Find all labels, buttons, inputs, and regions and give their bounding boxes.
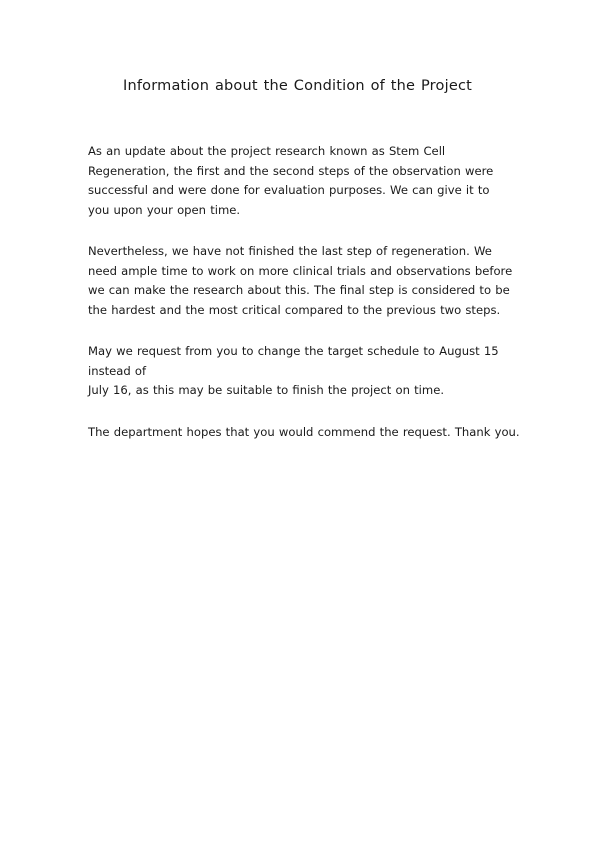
paragraph-remaining-step — [88, 242, 518, 320]
text-line: need ample time to work on more clinical trials and observations before — [88, 263, 513, 278]
text-line: July 16, as this may be suitable to finish the project on time. — [88, 383, 445, 397]
text-line: successful and were done for evaluation purposes. We can give it to — [88, 183, 490, 197]
text-line: the hardest and the most critical compared to the previous two steps. — [88, 302, 501, 317]
text-line: instead of — [88, 363, 147, 378]
text-line: The department hopes that you would commend the request. Thank you. — [88, 424, 520, 439]
text-line: May we request from you to change the target schedule to August 15 — [88, 344, 499, 358]
text-line: As an update about the project research known as Stem Cell — [88, 144, 446, 158]
document-title: Information about the Condition of the Project — [123, 78, 472, 94]
paragraph-schedule-request — [88, 342, 518, 401]
paragraph-project-update — [88, 142, 518, 220]
text-line: you upon your open time. — [88, 202, 241, 217]
text-line: we can make the research about this. The final step is considered to be — [88, 283, 510, 297]
paragraph-closing — [88, 423, 518, 443]
text-line: Regeneration, the first and the second steps of the observation were — [88, 163, 494, 178]
text-line: Nevertheless, we have not finished the last step of regeneration. We — [88, 244, 492, 258]
document-body — [88, 142, 518, 464]
